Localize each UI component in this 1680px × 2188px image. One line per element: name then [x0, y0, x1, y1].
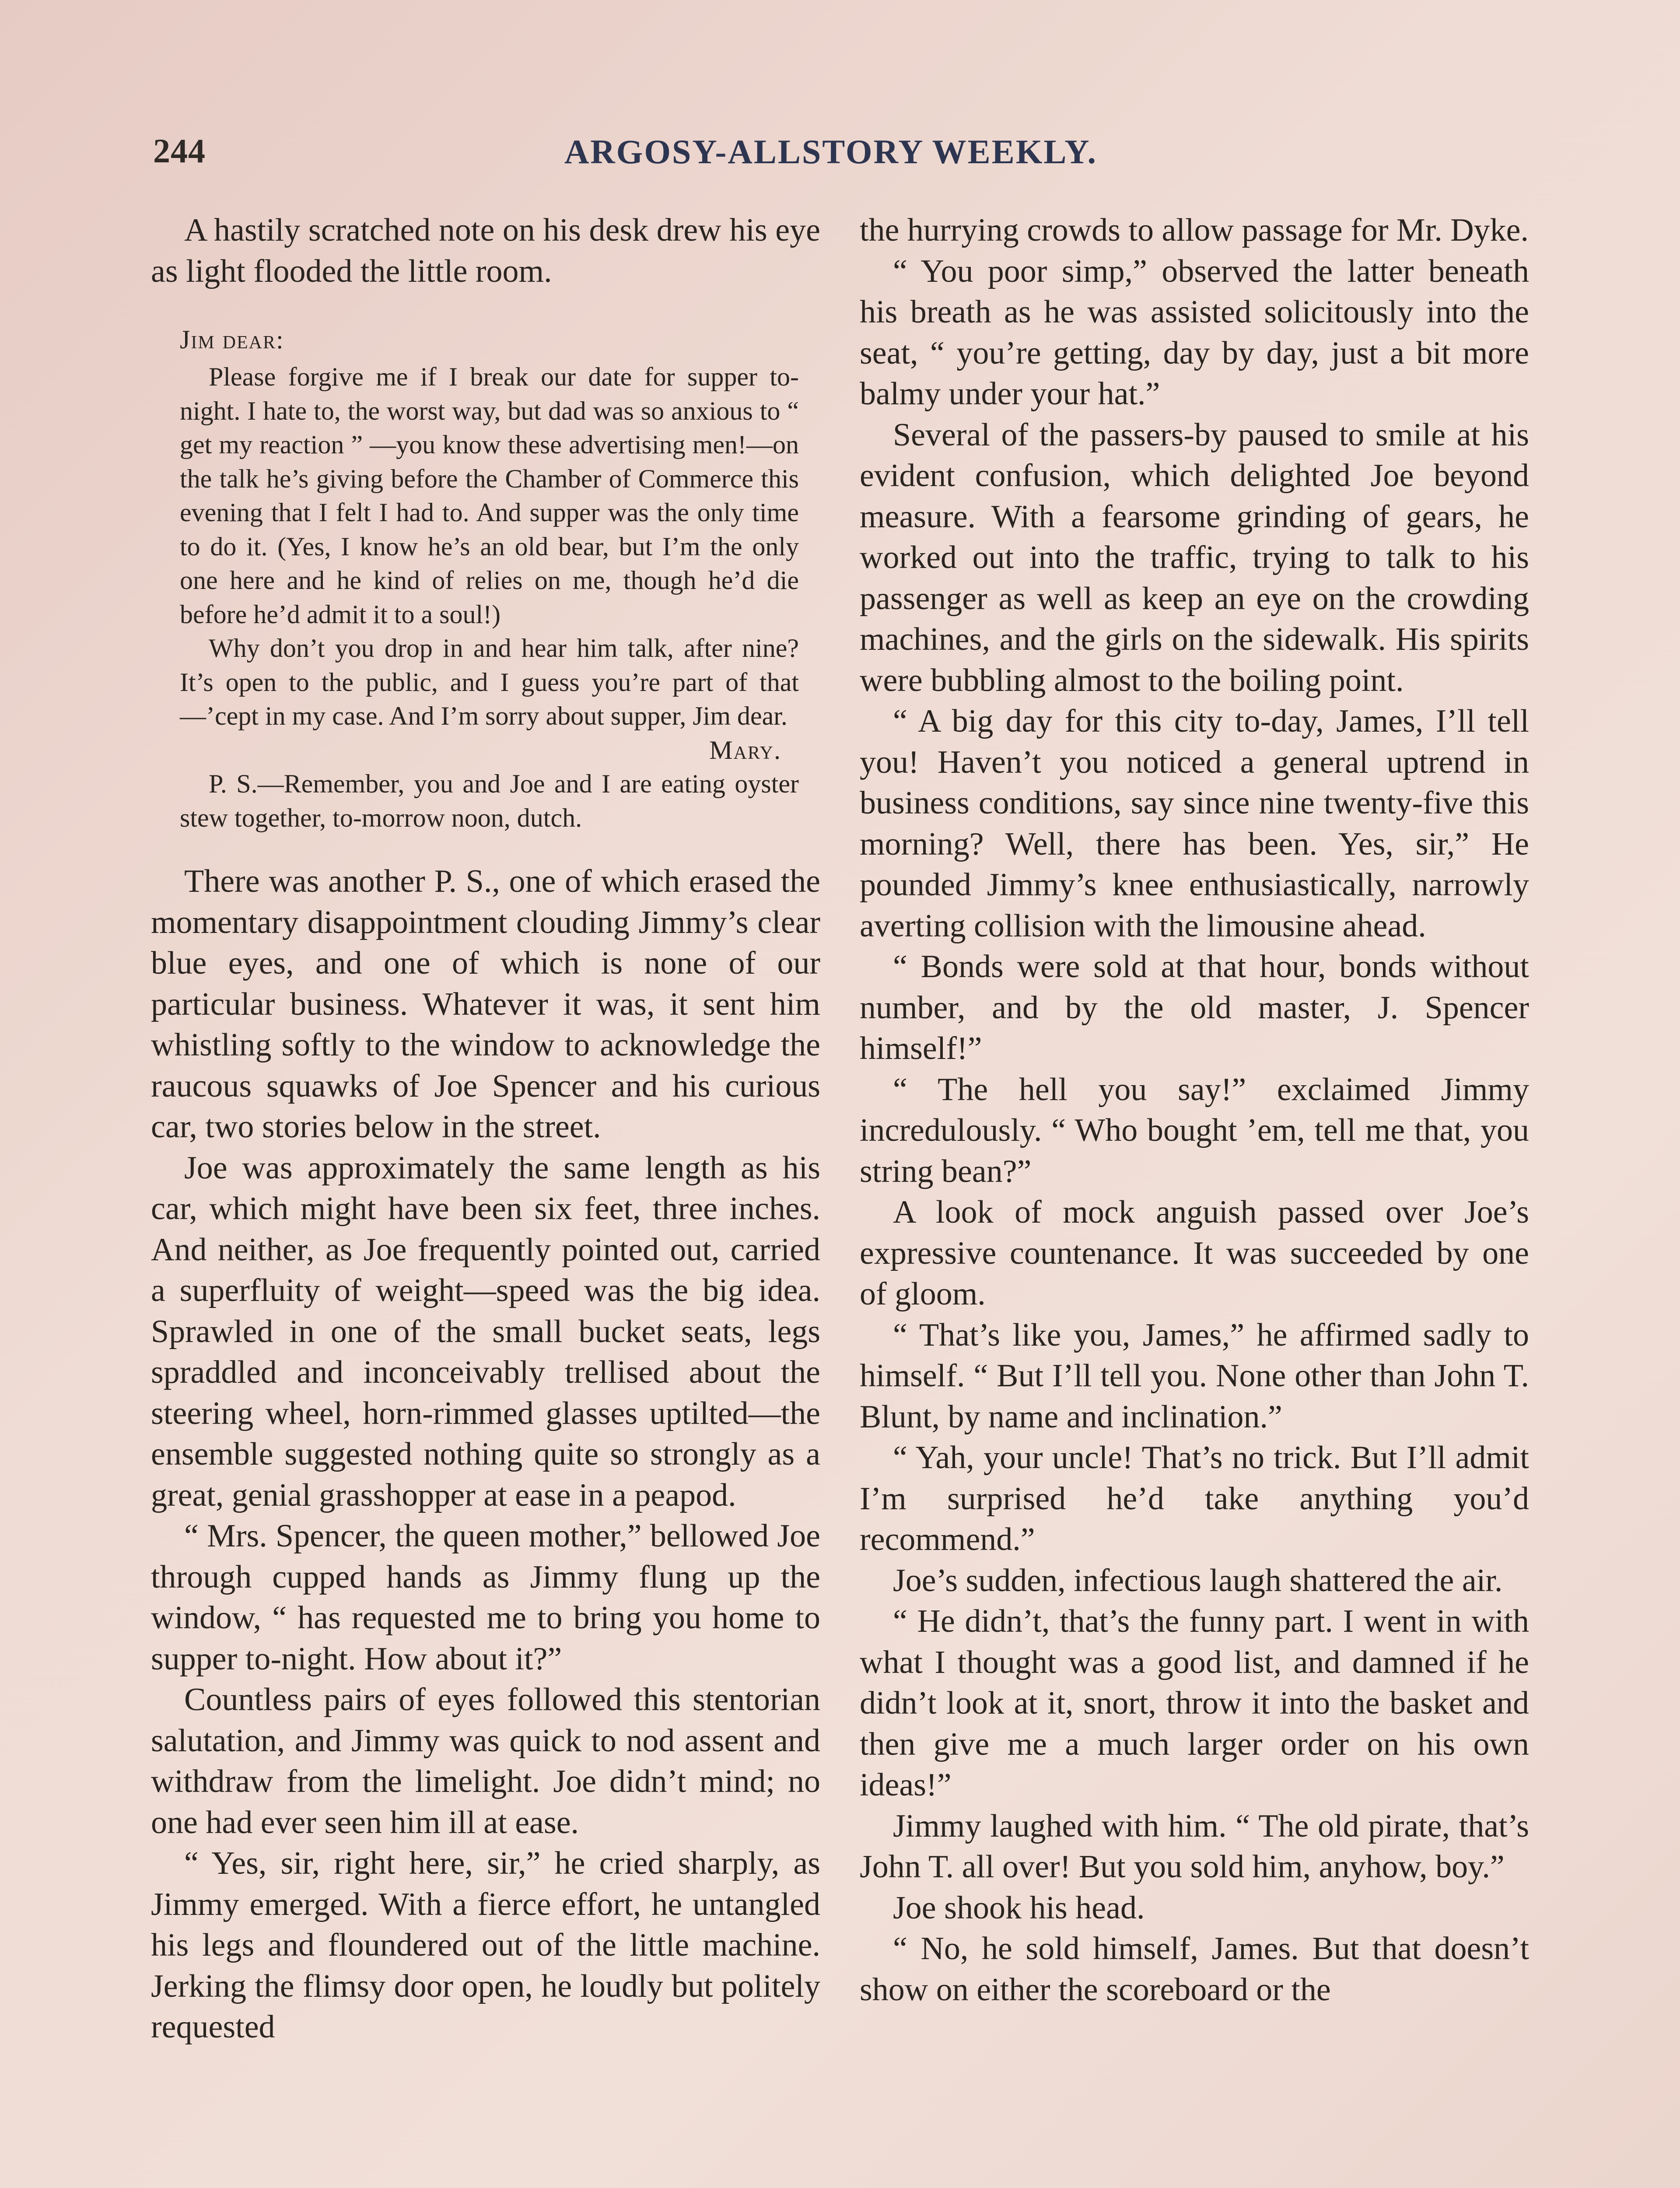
- letter-block: [180, 323, 799, 835]
- running-head: ARGOSY-ALLSTORY WEEKLY.: [564, 133, 1097, 171]
- paragraph: Joe shook his head.: [893, 1890, 1145, 1926]
- paragraph: Several of the passers-by paused to smile at his evident confusion, which delighted Joe beyond measure. With a fearsome grinding of gears, he worked out into the traffic, trying to talk to his passenger as well as keep an eye on the crowding machines, and the girls on the sidewalk. His spirits were bubbling almost to the boiling point.: [860, 417, 1529, 698]
- paragraph: Joe was approximately the same length as his car, which might have been six feet, three inches. And neither, as Joe frequently pointed out, carried a superfluity of weight—speed was the big idea. Sprawled in one of the small bucket seats, legs spraddled and inconceivably trellised about the steering wheel, horn-rimmed glasses uptilted—the ensemble suggested nothing quite so strongly as a great, genial grasshopper at ease in a peapod.: [151, 1150, 820, 1513]
- left-column: [151, 210, 820, 2048]
- paragraph: “ No, he sold himself, James. But that doesn’t show on either the scoreboard or the: [860, 1931, 1529, 2008]
- letter-signature: Mary.: [709, 735, 781, 764]
- letter-paragraph: Please forgive me if I break our date for supper to-night. I hate to, the worst way, but dad was so anxious to “ get my reaction ” —you know these advertising men!—on the talk he’s giving before the Chamber of Commerce this evening that I felt I had to. And supper was the only time to do it. (Yes, I know he’s an old bear, but I’m the only one here and he kind of relies on me, though he’d die before he’d admit it to a soul!): [180, 362, 799, 629]
- right-column: [860, 210, 1529, 2010]
- paragraph: “ Bonds were sold at that hour, bonds without number, and by the old master, J. Spencer himself!”: [860, 949, 1529, 1066]
- paragraph: “ Mrs. Spencer, the queen mother,” bellowed Joe through cupped hands as Jimmy flung up the window, “ has requested me to bring you home to supper to-night. How about it?”: [151, 1518, 820, 1677]
- paragraph: “ Yes, sir, right here, sir,” he cried sharply, as Jimmy emerged. With a fierce effort, he untangled his legs and floundered out of the little machine. Jerking the flimsy door open, he loudly but politely requested: [151, 1845, 820, 2045]
- letter-salutation: Jim dear:: [180, 325, 284, 354]
- paragraph: “ Yah, your uncle! That’s no trick. But I’ll admit I’m surprised he’d take anything you’d recommend.”: [860, 1440, 1529, 1557]
- paragraph: There was another P. S., one of which erased the momentary disappointment clouding Jimmy’s clear blue eyes, and one of which is none of our particular business. Whatever it was, it sent him whistling softly to the window to acknowledge the raucous squawks of Joe Spencer and his curious car, two stories below in the street.: [151, 863, 820, 1145]
- paragraph: Joe’s sudden, infectious laugh shattered the air.: [893, 1562, 1503, 1599]
- paragraph: “ You poor simp,” observed the latter beneath his breath as he was assisted solicitously into the seat, “ you’re getting, day by day, just a bit more balmy under your hat.”: [860, 253, 1529, 412]
- letter-postscript: P. S.—Remember, you and Joe and I are eating oyster stew together, to-morrow noon, dutch.: [180, 769, 799, 832]
- paragraph: Jimmy laughed with him. “ The old pirate, that’s John T. all over! But you sold him, anyhow, boy.”: [860, 1808, 1529, 1885]
- paragraph: A hastily scratched note on his desk drew his eye as light flooded the little room.: [151, 212, 820, 289]
- paragraph: “ The hell you say!” exclaimed Jimmy incredulously. “ Who bought ’em, tell me that, you string bean?”: [860, 1071, 1529, 1189]
- page-number: 244: [153, 132, 206, 170]
- letter-paragraph: Why don’t you drop in and hear him talk, after nine? It’s open to the public, and I guess you’re part of that—’cept in my case. And I’m sorry about supper, Jim dear.: [180, 634, 799, 730]
- paragraph: “ A big day for this city to-day, James, I’ll tell you! Haven’t you noticed a general uptrend in business conditions, say since nine twenty-five this morning? Well, there has been. Yes, sir,” He pounded Jimmy’s knee enthusiastically, narrowly averting collision with the limousine ahead.: [860, 703, 1529, 944]
- paragraph: “ That’s like you, James,” he affirmed sadly to himself. “ But I’ll tell you. None other than John T. Blunt, by name and inclination.”: [860, 1317, 1529, 1435]
- paragraph: A look of mock anguish passed over Joe’s expressive countenance. It was succeeded by one of gloom.: [860, 1194, 1529, 1312]
- paragraph: “ He didn’t, that’s the funny part. I went in with what I thought was a good list, and damned if he didn’t look at it, snort, throw it into the basket and then give me a much larger order on his own ideas!”: [860, 1603, 1529, 1803]
- paragraph: the hurrying crowds to allow passage for Mr. Dyke.: [860, 212, 1529, 248]
- paragraph: Countless pairs of eyes followed this stentorian salutation, and Jimmy was quick to nod assent and withdraw from the limelight. Joe didn’t mind; no one had ever seen him ill at ease.: [151, 1682, 820, 1841]
